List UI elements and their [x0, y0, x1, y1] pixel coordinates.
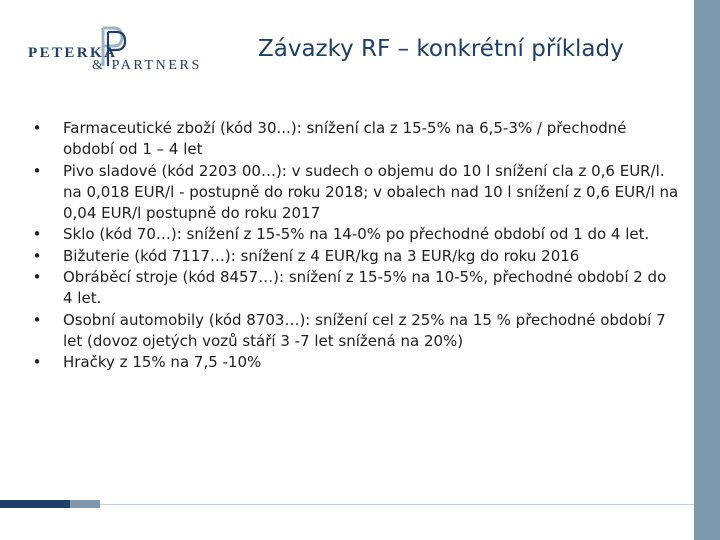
list-item-text: Hračky z 15% na 7,5 -10% — [63, 353, 262, 371]
list-item — [30, 310, 680, 352]
bullet-dot-icon: • — [32, 353, 42, 371]
bullet-list — [30, 118, 680, 374]
bottom-divider — [0, 504, 694, 505]
list-item — [30, 246, 680, 267]
bullet-dot-icon: • — [32, 225, 42, 243]
list-item — [30, 118, 680, 160]
list-item — [30, 267, 680, 309]
bullet-dot-icon: • — [32, 246, 42, 265]
list-item — [30, 224, 680, 245]
list-item — [30, 352, 680, 373]
slide-title: Závazky RF – konkrétní příklady — [258, 36, 624, 62]
logo-text-top: PETERKA — [28, 45, 118, 61]
bottom-accent-dark — [0, 500, 70, 508]
bottom-accent-bar — [0, 500, 100, 508]
bullet-dot-icon: • — [32, 161, 42, 180]
bullet-dot-icon: • — [32, 268, 42, 286]
bottom-accent-light — [70, 500, 100, 508]
bullet-dot-icon: • — [32, 119, 42, 137]
list-item-text: Obráběcí stroje (kód 8457…): snížení z 15-5% na 10-5%, přechodné období 2 do 4 let. — [63, 268, 667, 307]
list-item-text: Bižuterie (kód 7117…): snížení z 4 EUR/kg na 3 EUR/kg do roku 2016 — [63, 246, 580, 265]
list-item-text: Sklo (kód 70…): snížení z 15-5% na 14-0% po přechodné období od 1 do 4 let. — [63, 225, 650, 243]
list-item-text: Pivo sladové (kód 2203 00…): v sudech o objemu do 10 l snížení cla z 0,6 EUR/l. na 0,018 EUR/l - postupně do roku 2018; v obalech nad 10 l snížení z 0,6 EUR/l na 0,04 EUR/l postupně do roku 2017 — [63, 161, 679, 222]
company-logo — [28, 26, 203, 76]
list-item-text: Farmaceutické zboží (kód 30...): snížení cla z 15-5% na 6,5-3% / přechodné období od 1 – 4 let — [63, 119, 627, 158]
right-accent-bar — [694, 0, 720, 540]
list-item-text: Osobní automobily (kód 8703…): snížení cel z 25% na 15 % přechodné období 7 let (dovoz ojetých vozů stáří 3 -7 let snížená na 20%) — [63, 310, 666, 350]
bullet-dot-icon: • — [32, 310, 42, 329]
list-item — [30, 161, 680, 224]
logo-text-bottom: & PARTNERS — [92, 58, 202, 73]
